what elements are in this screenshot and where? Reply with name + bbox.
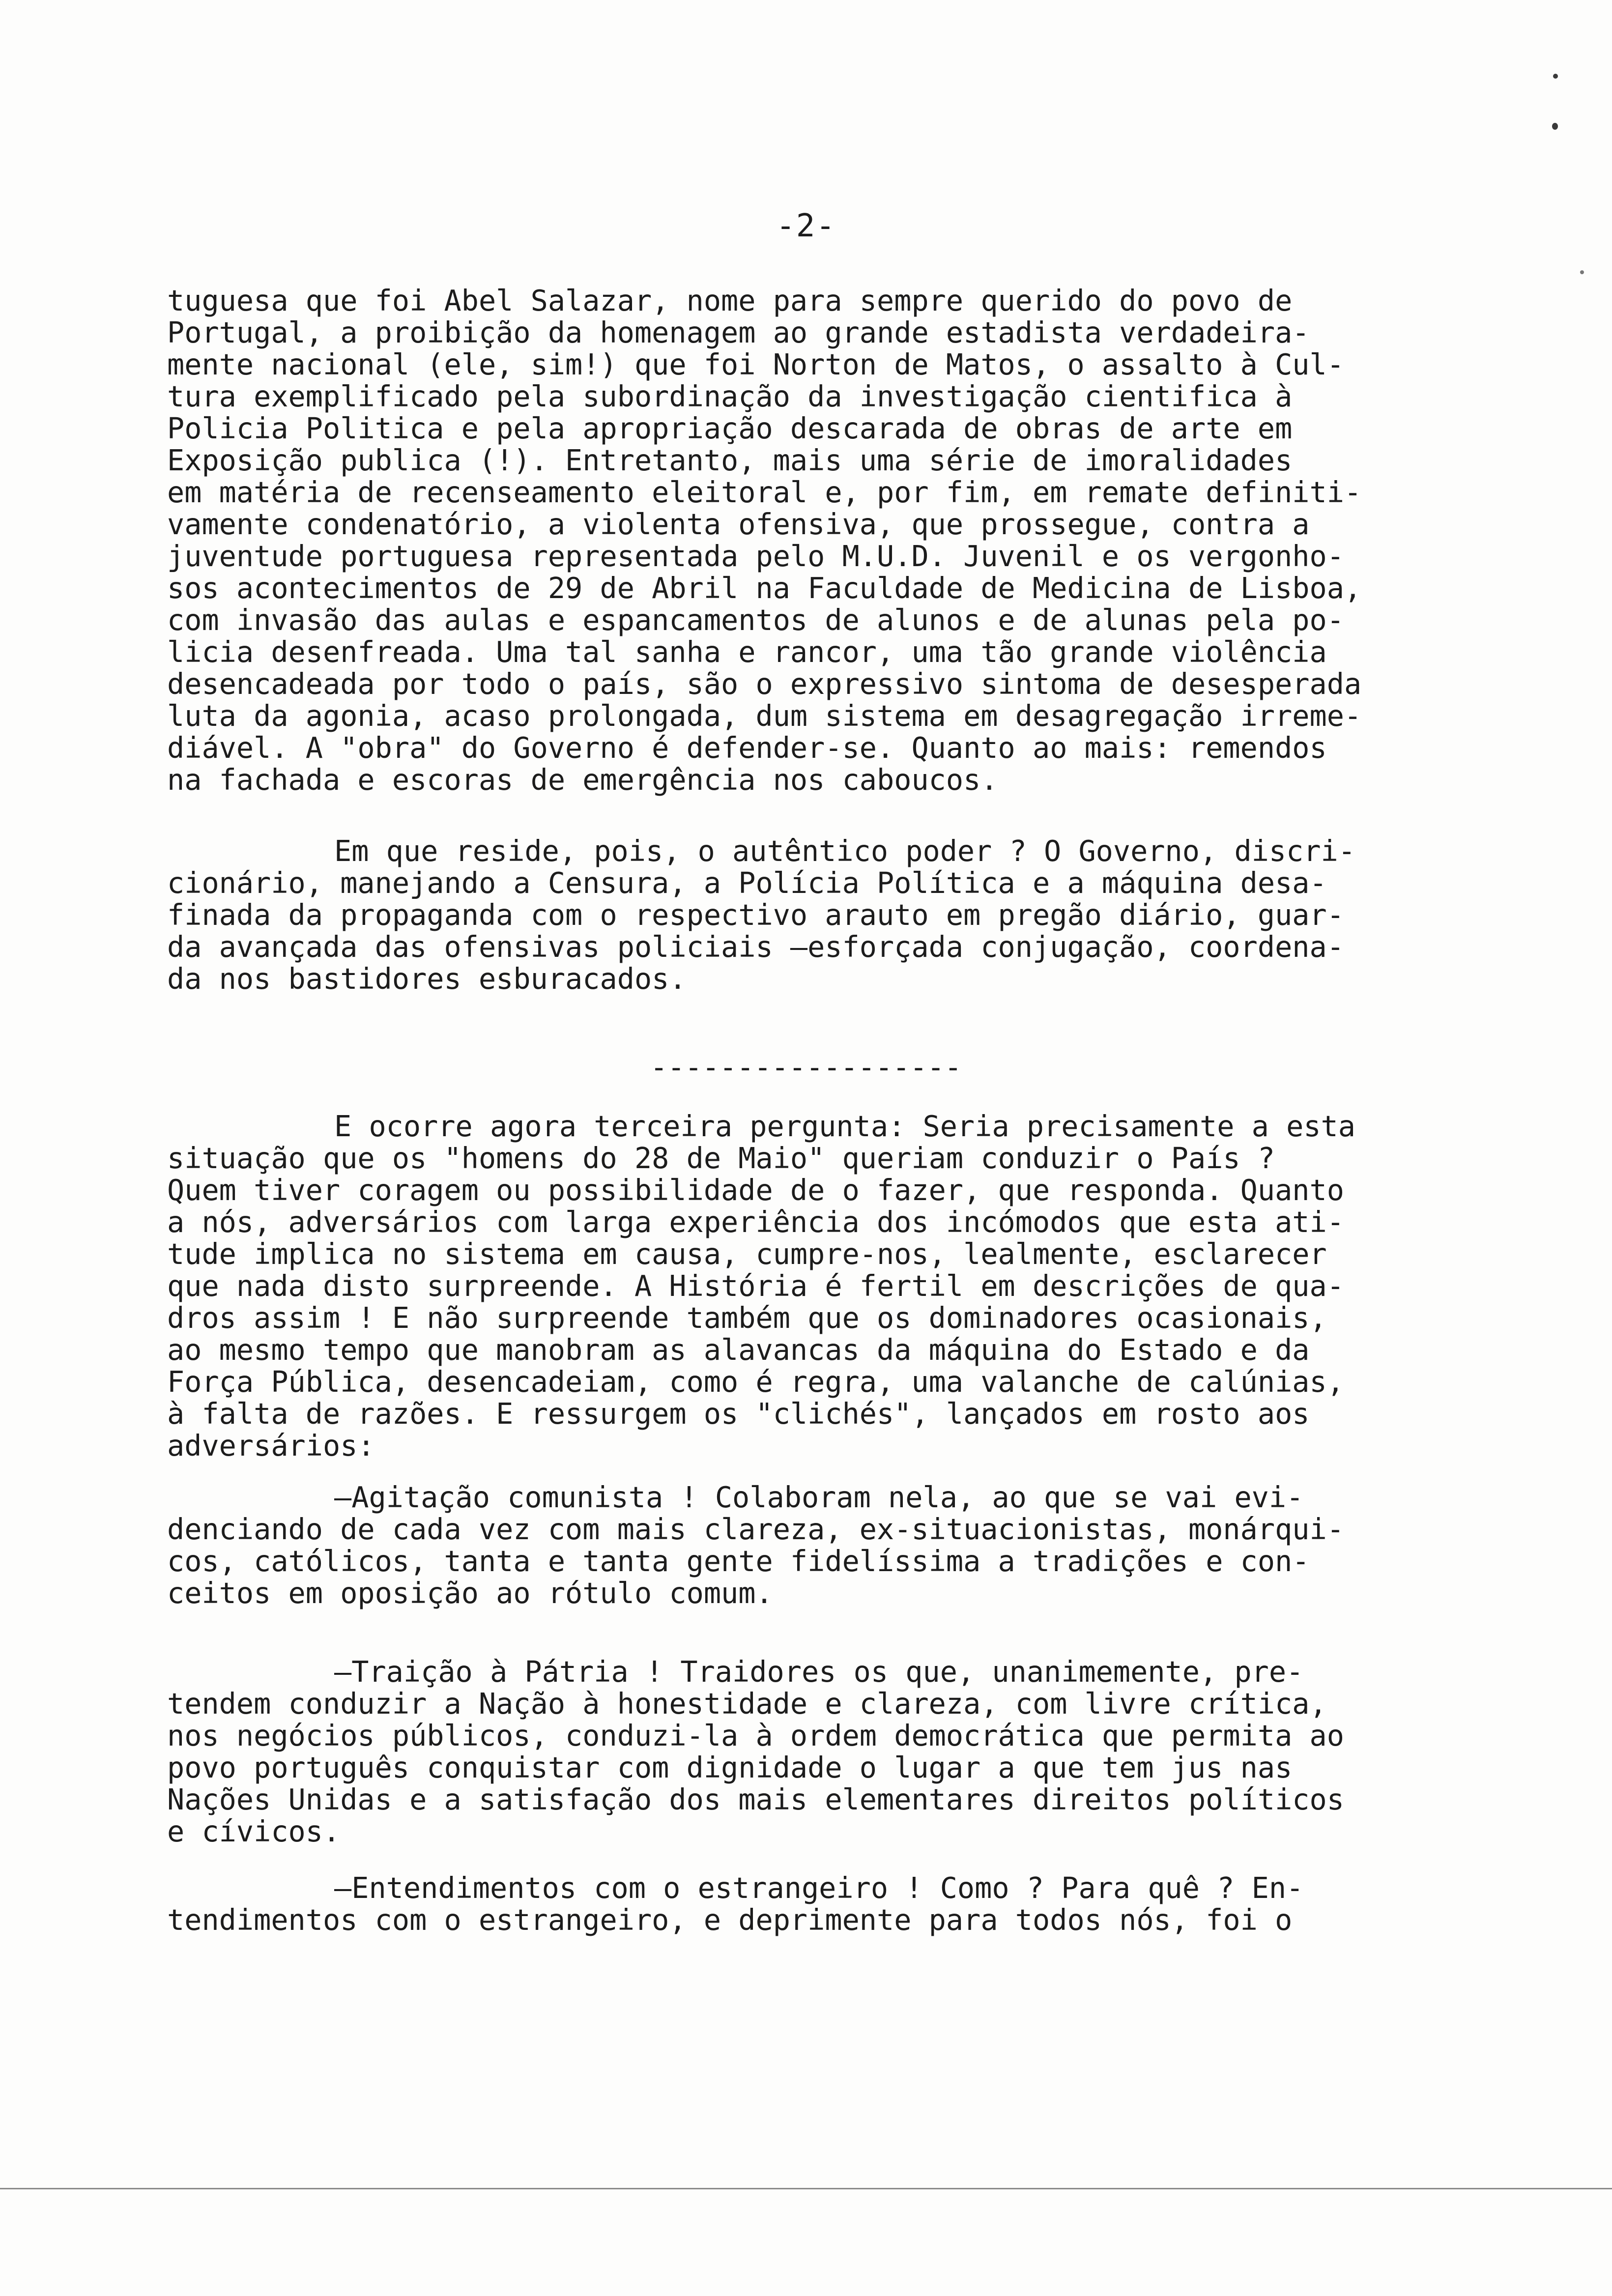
scan-speck <box>1552 123 1558 130</box>
scan-edge-line <box>0 2188 1612 2189</box>
text-line: tuguesa que foi Abel Salazar, nome para sempre querido do povo de <box>167 284 1293 317</box>
text-line: a nós, adversários com larga experiência dos incómodos que esta ati- <box>167 1205 1344 1239</box>
text-line: Nações Unidas e a satisfação dos mais elementares direitos políticos <box>167 1783 1344 1816</box>
text-line: Policia Politica e pela apropriação descarada de obras de arte em <box>167 412 1293 445</box>
text-line: adversários: <box>167 1429 375 1463</box>
scan-speck <box>1553 74 1558 79</box>
text-line: —Traição à Pátria ! Traidores os que, unanimemente, pre- <box>334 1655 1304 1689</box>
text-line: em matéria de recenseamento eleitoral e, por fim, em remate definiti- <box>167 476 1362 509</box>
text-line: desencadeada por todo o país, são o expressivo sintoma de desesperada <box>167 667 1362 701</box>
text-line: nos negócios públicos, conduzi-la à ordem democrática que permita ao <box>167 1719 1344 1752</box>
text-line: à falta de razões. E ressurgem os "clichés", lançados em rosto aos <box>167 1397 1310 1431</box>
text-line: Quem tiver coragem ou possibilidade de o fazer, que responda. Quanto <box>167 1174 1344 1207</box>
text-line: que nada disto surpreende. A História é fertil em descrições de qua- <box>167 1269 1344 1303</box>
text-line: Em que reside, pois, o autêntico poder ? O Governo, discri- <box>334 834 1355 868</box>
text-line: ao mesmo tempo que manobram as alavancas da máquina do Estado e da <box>167 1333 1310 1367</box>
text-line: tendimentos com o estrangeiro, e deprimente para todos nós, foi o <box>167 1903 1293 1937</box>
page-number: -2- <box>776 208 836 244</box>
text-line: E ocorre agora terceira pergunta: Seria precisamente a esta <box>334 1110 1355 1143</box>
text-line: situação que os "homens do 28 de Maio" queriam conduzir o País ? <box>167 1142 1275 1175</box>
text-line: cos, católicos, tanta e tanta gente fidelíssima a tradições e con- <box>167 1545 1310 1578</box>
text-line: tura exemplificado pela subordinação da investigação cientifica à <box>167 380 1293 413</box>
text-line: dros assim ! E não surpreende também que os dominadores ocasionais, <box>167 1301 1327 1335</box>
text-line: —Entendimentos com o estrangeiro ! Como ? Para quê ? En- <box>334 1871 1304 1905</box>
text-line: vamente condenatório, a violenta ofensiva, que prossegue, contra a <box>167 508 1310 541</box>
text-line: tude implica no sistema em causa, cumpre-nos, lealmente, esclarecer <box>167 1237 1327 1271</box>
text-line: mente nacional (ele, sim!) que foi Norton de Matos, o assalto à Cul- <box>167 348 1344 381</box>
text-line: licia desenfreada. Uma tal sanha e rancor, uma tão grande violência <box>167 635 1327 669</box>
paragraph-2 <box>167 835 1524 995</box>
text-line: com invasão das aulas e espancamentos de alunos e de alunas pela po- <box>167 603 1344 637</box>
text-line: denciando de cada vez com mais clareza, ex-situacionistas, monárqui- <box>167 1513 1344 1546</box>
text-line: Portugal, a proibição da homenagem ao grande estadista verdadeira- <box>167 316 1310 349</box>
paragraph-5 <box>167 1656 1524 1848</box>
scan-speck <box>1580 270 1584 274</box>
text-line: na fachada e escoras de emergência nos caboucos. <box>167 763 998 797</box>
text-line: ceitos em oposição ao rótulo comum. <box>167 1577 773 1610</box>
text-line: diável. A "obra" do Governo é defender-se. Quanto ao mais: remendos <box>167 731 1327 765</box>
paragraph-1 <box>167 285 1524 796</box>
text-line: e cívicos. <box>167 1815 341 1848</box>
text-line: Força Pública, desencadeiam, como é regra, uma valanche de calúnias, <box>167 1365 1344 1399</box>
text-line: sos acontecimentos de 29 de Abril na Faculdade de Medicina de Lisboa, <box>167 572 1362 605</box>
paragraph-4 <box>167 1482 1524 1609</box>
text-line: povo português conquistar com dignidade o lugar a que tem jus nas <box>167 1751 1293 1784</box>
text-line: cionário, manejando a Censura, a Polícia Política e a máquina desa- <box>167 866 1327 900</box>
text-line: da avançada das ofensivas policiais —esforçada conjugação, coordena- <box>167 930 1344 964</box>
text-line: —Agitação comunista ! Colaboram nela, ao que se vai evi- <box>334 1481 1304 1514</box>
text-line: finada da propaganda com o respectivo arauto em pregão diário, guar- <box>167 898 1344 932</box>
paragraph-3 <box>167 1111 1524 1462</box>
text-line: Exposição publica (!). Entretanto, mais uma série de imoralidades <box>167 444 1293 477</box>
text-line: tendem conduzir a Nação à honestidade e clareza, com livre crítica, <box>167 1687 1327 1721</box>
paragraph-6 <box>167 1872 1524 1936</box>
text-line: da nos bastidores esburacados. <box>167 962 687 996</box>
text-line: luta da agonia, acaso prolongada, dum sistema em desagregação irreme- <box>167 699 1362 733</box>
text-line: juventude portuguesa representada pelo M.U.D. Juvenil e os vergonho- <box>167 540 1344 573</box>
section-separator: ------------------ <box>650 1051 962 1084</box>
